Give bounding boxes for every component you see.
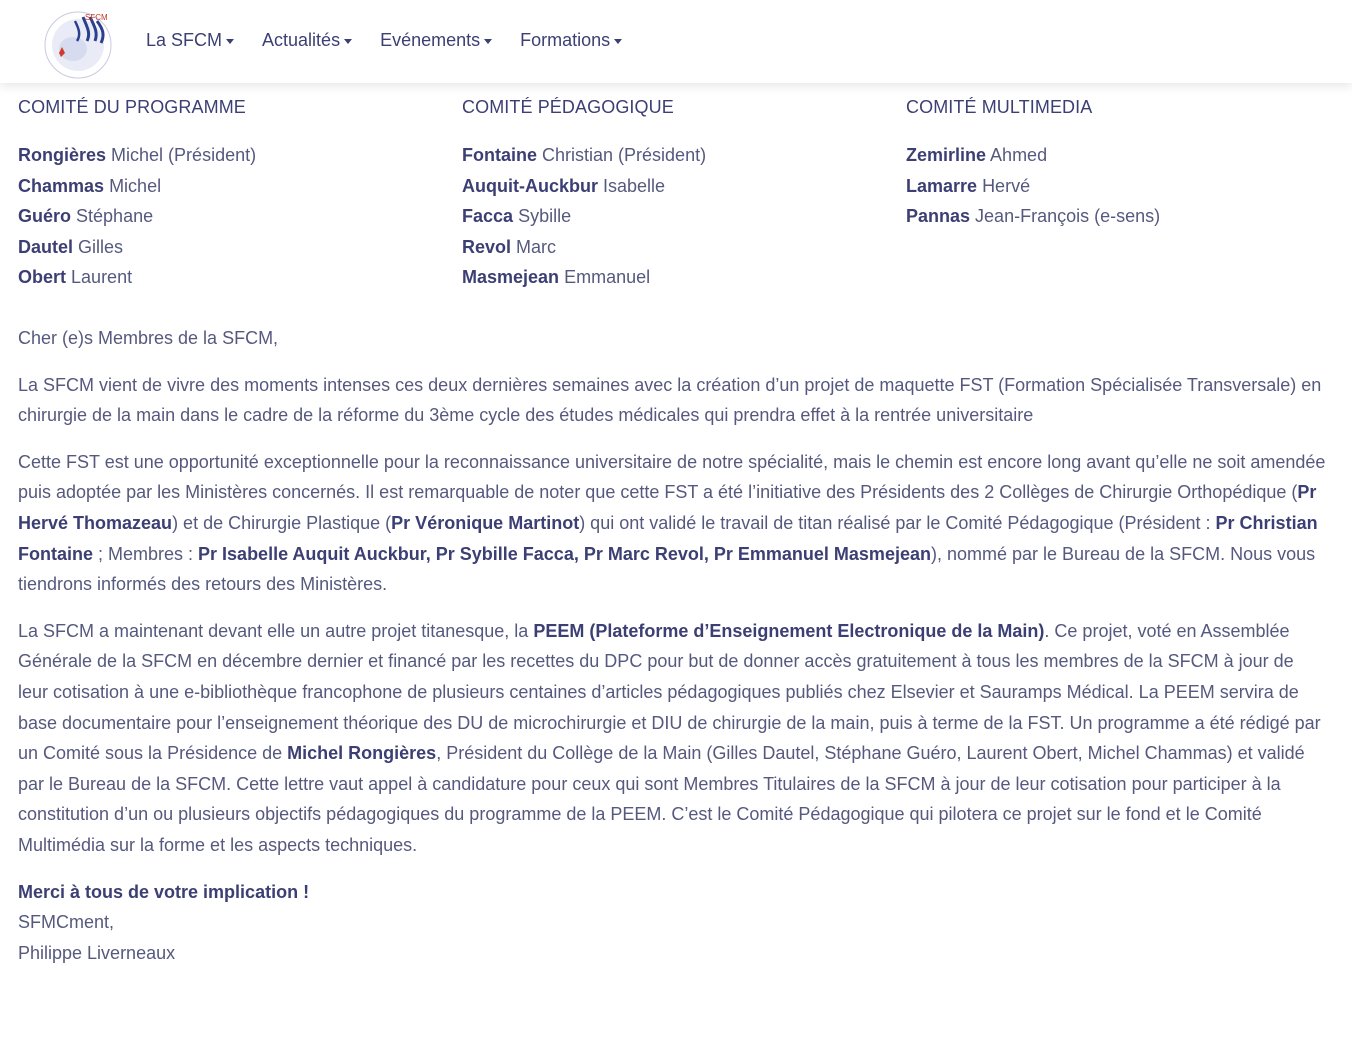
- paragraph-peem: La SFCM a maintenant devant elle un autre projet titanesque, la PEEM (Plateforme d’Enseignement Electronique de la Main). Ce projet, voté en Assemblée Générale de la SFCM en décembre dernier et financé par les recettes du DPC pour but de donner accès gratuitement à tous les membres de la SFCM à jour de leur cotisation à une e-bibliothèque francophone de plusieurs centaines d’articles pédagogiques publiés chez Elsevier et Sauramps Médical. La PEEM servira de base documentaire pour l’enseignement théorique des DU de microchirurgie et DIU de chirurgie de la main, puis à terme de la FST. Un programme a été rédigé par un Comité sous la Présidence de Michel Rongières, Président du Collège de la Main (Gilles Dautel, Stéphane Guéro, Laurent Obert, Michel Chammas) et validé par le Bureau de la SFCM. Cette lettre vaut appel à candidature pour ceux qui sont Membres Titulaires de la SFCM à jour de leur cotisation pour participer à la constitution d’un ou plusieurs objectifs pédagogiques du programme de la PEEM. C’est le Comité Pédagogique qui pilotera ce projet sur le fond et le Comité Multimédia sur la forme et les aspects techniques.: [18, 620, 1321, 855]
- member: Dautel Gilles: [18, 236, 124, 257]
- member: Revol Marc: [462, 236, 557, 257]
- signature: Philippe Liverneaux: [18, 942, 176, 963]
- main-menu: [146, 30, 650, 51]
- member: Guéro Stéphane: [18, 206, 154, 227]
- committee-title: COMITÉ MULTIMEDIA: [906, 97, 1093, 117]
- nav-la-sfcm[interactable]: [146, 30, 234, 51]
- nav-label: Actualités: [262, 30, 341, 50]
- committee-pedagogique: [462, 97, 706, 293]
- caret-down-icon: [226, 39, 234, 44]
- svg-text:SFCM: SFCM: [85, 13, 108, 22]
- president-letter: [18, 323, 1328, 968]
- member: Rongières Michel (Président): [18, 145, 257, 165]
- committee-programme: [18, 97, 256, 293]
- member: Obert Laurent: [18, 267, 133, 288]
- sfcm-logo[interactable]: [35, 5, 121, 81]
- member: Chammas Michel: [18, 175, 162, 196]
- member: Pannas Jean-François (e-sens): [906, 206, 1161, 227]
- nav-label: La SFCM: [146, 30, 223, 50]
- caret-down-icon: [344, 39, 352, 44]
- nav-actualites[interactable]: [262, 30, 352, 51]
- caret-down-icon: [484, 39, 492, 44]
- main-content: [18, 83, 1328, 968]
- top-navbar: [0, 0, 1352, 83]
- committees-section: [18, 83, 1328, 323]
- committee-title: COMITÉ DU PROGRAMME: [18, 97, 246, 117]
- member: Zemirline Ahmed: [906, 145, 1048, 165]
- member: Masmejean Emmanuel: [462, 267, 651, 288]
- member: Auquit-Auckbur Isabelle: [462, 175, 666, 196]
- paragraph-fst-creation: La SFCM vient de vivre des moments intenses ces deux dernières semaines avec la création d’un projet de maquette FST (Formation Spécialisée Transversale) en chirurgie de la main dans le cadre de la réforme du 3ème cycle des études médicales qui prendra effet à la rentrée universitaire: [18, 374, 1322, 426]
- member: Facca Sybille: [462, 206, 572, 227]
- member: Fontaine Christian (Président): [462, 145, 707, 165]
- thanks-line: Merci à tous de votre implication !: [18, 881, 310, 902]
- member: Lamarre Hervé: [906, 175, 1031, 196]
- nav-label: Formations: [520, 30, 611, 50]
- nav-evenements[interactable]: [380, 30, 492, 51]
- paragraph-fst-opportunity: Cette FST est une opportunité exceptionnelle pour la reconnaissance universitaire de notre spécialité, mais le chemin est encore long avant qu’elle ne soit amendée puis adoptée par les Ministères concernés. Il est remarquable de noter que cette FST a été l’initiative des Présidents des 2 Collèges de Chirurgie Orthopédique (Pr Hervé Thomazeau) et de Chirurgie Plastique (Pr Véronique Martinot) qui ont validé le travail de titan réalisé par le Comité Pédagogique (Président : Pr Christian Fontaine ; Membres : Pr Isabelle Auquit Auckbur, Pr Sybille Facca, Pr Marc Revol, Pr Emmanuel Masmejean), nommé par le Bureau de la SFCM. Nous vous tiendrons informés des retours des Ministères.: [18, 451, 1326, 595]
- caret-down-icon: [614, 39, 622, 44]
- committee-title: COMITÉ PÉDAGOGIQUE: [462, 97, 674, 117]
- committee-multimedia: [906, 97, 1160, 232]
- nav-formations[interactable]: [520, 30, 622, 51]
- signoff: SFMCment,: [18, 912, 115, 933]
- greeting: Cher (e)s Membres de la SFCM,: [18, 328, 279, 348]
- nav-label: Evénements: [380, 30, 481, 50]
